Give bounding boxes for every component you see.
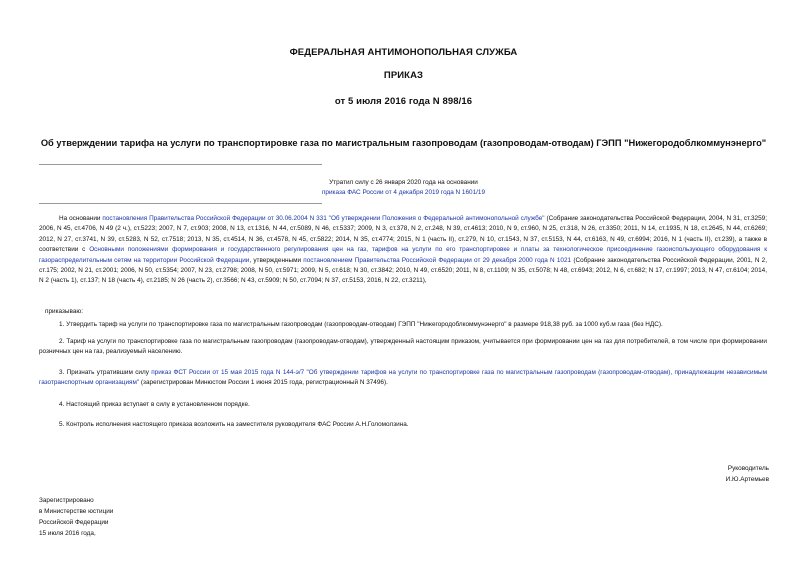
link-fst-order-144[interactable]: приказ ФСТ России от 15 мая 2015 года N 144-э/7 "Об утверждении тарифов на услуги по транспортировке газа по магистральным газопроводам (газопроводам-отводам), принадлежащим независимым газотранспортным организациям" [39,369,767,387]
preamble-text-4: (Собрание законодательства Российской Федерации, 2001, N 2, ст.175; 2002, N 21, ст.2001; 2006, N 50, ст.5354; 2007, N 23, ст.2798; 2008, N 50, ст.5971; 2009, N 5, ст.618; N 30, ст.3842; 2010, N 49, ст.6520; 2011, N 8, ст.1109; N 35, ст.5078; N 48, ст.6943; 2012, N 6, ст.682; N 17, ст.1997; 2013, N 47, ст.6104; 2014, N 2 (часть 1), ст.137; N 18 (часть 4), ст.2185; N 26 (часть 2), ст.3566; N 43, ст.5909; N 50, ст.7094; N 37, ст.5153, 2016, N 22, ст.3211), [39,256,767,285]
item-3 [39,368,767,389]
document-date-number: от 5 июля 2016 года N 898/16 [334,96,473,107]
registration-block [39,495,113,539]
item-5: 5. Контроль исполнения настоящего приказа возложить на заместителя руководителя ФАС России А.Н.Голомолзина. [59,421,409,428]
preamble-text-1: На основании [59,215,103,222]
loss-of-force-link[interactable]: приказа ФАС России от 4 декабря 2019 года N 1601/19 [321,189,486,196]
loss-of-force-notice [0,178,807,198]
signature-position: Руководитель [727,465,769,472]
link-government-decree-1021[interactable]: постановлением Правительства Российской Федерации от 29 декабря 2000 года N 1021 [303,256,572,264]
preamble-text-2: (Собрание законодательства Российской Федерации, 2004, N 31, ст.3259; 2006, N 45, ст.4706, N 49 (2 ч.), ст.5223; 2007, N 7, ст.903; 2008, N 13, ст.1316, N 44, ст.5089, N 46, ст.5337; 2009, N 3, ст.378, N 2, ст.248, N 39, ст.4613; 2010, N 9, ст.960, N 25, ст.318, N 26, ст.3350; 2011, N 14, ст.1935, N 18, ст.2645, N 44, ст.6269; 2012, N 27, ст.3741, N 39, ст.5283, N 52, ст.7518; 2013, N 35, ст.4514, N 36, ст.4578, N 45, ст.5822; 2014, N 35, ст.4774; 2015, N 1 (часть II), ст.279, N 10, ст.1543, N 37, ст.5153, N 44, ст.6163, N 49, ст.6994; 2016, N 1 (часть II), ст.239), а также в соответствии с [39,215,767,254]
signature-name: И.Ю.Артемьев [725,476,769,483]
order-word: приказываю: [45,308,83,315]
registration-line-2: в Министерстве юстиции [39,508,114,515]
agency-name: ФЕДЕРАЛЬНАЯ АНТИМОНОПОЛЬНАЯ СЛУЖБА [289,47,518,58]
registration-line-3: Российской Федерации [39,519,109,526]
item-2: 2. Тариф на услуги по транспортировке газа по магистральным газопроводам (газопроводам-отводам), утвержденный настоящим приказом, учитывается при формировании цен на газ для потребителей, в том числе при формировании розничных цен на газ, реализуемый населению. [39,338,767,356]
item-3-text-2: (зарегистрирован Минюстом России 1 июня 2015 года, регистрационный N 37496). [139,379,388,387]
divider-top [39,164,322,165]
loss-of-force-text: Утратил силу с 26 января 2020 года на основании [329,179,478,186]
document-title: Об утверждении тарифа на услуги по транспортировке газа по магистральным газопроводам (газопроводам-отводам) ГЭПП "Нижегородоблкоммунэнерго" [40,138,767,148]
link-government-decree-331[interactable]: постановления Правительства Российской Федерации от 30.06.2004 N 331 "Об утверждении Положения о Федеральной антимонопольной службе" [102,215,545,222]
item-1: 1. Утвердить тариф на услуги по транспортировке газа по магистральным газопроводам (газопроводам-отводам) ГЭПП "Нижегородоблкоммунэнерго" в размере 918,38 руб. за 1000 куб.м газа (без НДС). [59,321,663,328]
registration-line-1: Зарегистрировано [39,497,94,504]
link-basic-provisions[interactable]: Основными положениями формирования и государственного регулирования цен на газ, тарифов на услуги по его транспортировке и платы за технологическое присоединение газоиспользующего оборудования к газораспределительным сетям на территории Российской Федерации [39,246,767,264]
divider-bottom [39,203,322,204]
preamble-text-3: , утвержденными [249,256,304,264]
registration-line-4: 15 июля 2016 года, [39,530,96,537]
preamble-paragraph [39,214,767,287]
item-3-text-1: 3. Признать утратившим силу [59,369,152,376]
document-type: ПРИКАЗ [383,70,424,81]
signature-block [726,463,769,485]
item-4: 4. Настоящий приказ вступает в силу в установленном порядке. [59,401,250,408]
